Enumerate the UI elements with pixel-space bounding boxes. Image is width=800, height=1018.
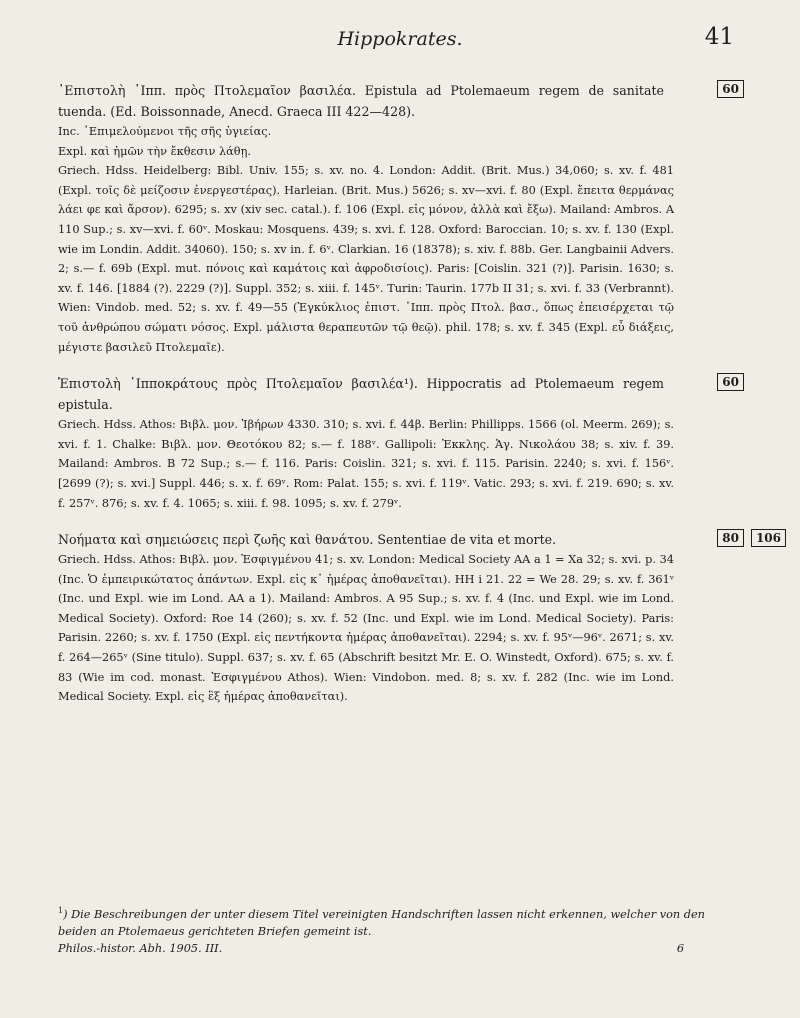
explicit-line: Expl. καὶ ἡμῶν τὴν ἔκθεσιν λάθῃ. <box>58 144 251 158</box>
entry-epistula-de-sanitate <box>58 80 744 357</box>
entry-epistula-ad-ptolemaeum <box>58 373 744 513</box>
document-body <box>58 80 781 723</box>
manuscripts-list: Griech. Hdss. Athos: Βιβλ. μον. Ἰβήρων 4330. 310; s. xvi. f. 44β. Berlin: Phillipps. 1566 (ol. Meerm. 269); s. xvi. f. 1. Chalke: Βιβλ. μον. Θεοτόκου 82; s.— f. 188ᵛ. Gallipoli: Ἐκκλης. Ἁγ. Νικολάου 38; s. xiv. f. 39. Mailand: Ambros. B 72 Sup.; s.— f. 116. Paris: Coislin. 321; s. xvi. f. 115. Parisin. 2240; s. xvi. f. 156ᵛ. [2699 (?); s. xvi.] Suppl. 446; s. x. f. 69ᵛ. Rom: Palat. 155; s. xvi. f. 119ᵛ. Vatic. 293; s. xvi. f. 219. 690; s. xv. f. 257ᵛ. 876; s. xv. f. 4. 1065; s. xiii. f. 98. 1095; s. xv. f. 279ᵛ. <box>58 418 674 510</box>
entry-heading: Ἐπιστολὴ ῾Ιπποκράτους πρὸς Πτολεμαῖον βασιλέα¹). Hippocratis ad Ptolemaeum regem epistula. <box>58 376 664 413</box>
manuscripts-list: Griech. Hdss. Athos: Βιβλ. μον. Ἐσφιγμένου 41; s. xv. London: Medical Society AA a 1 = Xa 32; s. xvi. p. 34 (Inc. Ὁ ἐμπειρικώτατος ἁπάντων. Expl. εἰς κ᾽ ἡμέρας ἀποθανεῖται). HH i 21. 22 = We 28. 29; s. xv. f. 361ᵛ (Inc. und Expl. wie im Lond. AA a 1). Mailand: Ambros. A 95 Sup.; s. xv. f. 4 (Inc. und Expl. wie im Lond. Medical Society). Oxford: Roe 14 (260); s. xv. f. 52 (Inc. und Expl. wie im Lond. Medical Society). Paris: Parisin. 2260; s. xv. f. 1750 (Expl. εἰς πεντήκοντα ἡμέρας ἀποθανεῖται). 2294; s. xv. f. 95ᵛ—96ᵛ. 2671; s. xv. f. 264—265ᵛ (Sine titulo). Suppl. 637; s. xv. f. 65 (Abschrift besitzt Mr. E. O. Winstedt, Oxford). 675; s. xv. f. 83 (Wie im cod. monast. Ἐσφιγμένου Athos). Wien: Vindobon. med. 8; s. xv. f. 282 (Inc. wie im Lond. Medical Society. Expl. εἰς ἓξ ἡμέρας ἀποθανεῖται). <box>58 553 674 704</box>
running-title: Hippokrates. <box>337 28 463 50</box>
entry-number-box: 60 <box>717 373 744 391</box>
footnote-text: Die Beschreibungen der unter diesem Titel vereinigten Handschriften lassen nicht erkennen, welcher von den beiden an Ptolemaeus gerichteten Briefen gemeint ist. <box>58 907 705 938</box>
incipit-line: Inc. ᾿Επιμελούμενοι τῆς σῆς ὑγιείας. <box>58 125 272 138</box>
entry-number-box-secondary: 106 <box>751 529 786 547</box>
entry-sententiae-de-vita <box>58 529 781 707</box>
entry-heading: ᾿Επιστολὴ ῾Ιππ. πρὸς Πτολεμαῖον βασιλέα. Epistula ad Ptolemaeum regem de sanitate tuenda. (Ed. Boissonnade, Anecd. Graeca III 422—428). <box>58 83 664 119</box>
page-footer <box>58 940 744 957</box>
footnotes <box>58 902 744 957</box>
footer-source: Philos.-histor. Abh. 1905. III. <box>58 941 223 955</box>
entry-number-box: 60 <box>717 80 744 98</box>
page-number: 41 <box>704 24 734 50</box>
entry-number-box: 80 <box>717 529 744 547</box>
signature-number: 6 <box>676 941 684 955</box>
entry-heading: Νοήματα καὶ σημειώσεις περὶ ζωῆς καὶ θανάτου. Sententiae de vita et morte. <box>58 532 557 548</box>
footnote-1: $^1$) Die Beschreibungen der unter diesem Titel vereinigten Handschriften lassen nicht erkennen, welcher von den beiden an Ptolemaeus gerichteten Briefen gemeint ist. <box>58 906 705 938</box>
page-header <box>0 20 800 70</box>
manuscripts-list: Griech. Hdss. Heidelberg: Bibl. Univ. 155; s. xv. no. 4. London: Addit. (Brit. Mus.) 34,060; s. xv. f. 481 (Expl. τοῖς δὲ μείζοσιν ἐνεργεστέρας). Harleian. (Brit. Mus.) 5626; s. xv—xvi. f. 80 (Expl. ἔπειτα θερμάνας λάει φε καὶ ἄρσον). 6295; s. xv (xiv sec. catal.). f. 106 (Expl. εἰς μόνον, ἀλλὰ καὶ ἔξω). Mailand: Ambros. A 110 Sup.; s. xv—xvi. f. 60ᵛ. Moskau: Mosquens. 439; s. xvi. f. 128. Oxford: Baroccian. 10; s. xv. f. 130 (Expl. wie im Londin. Addit. 34060). 150; s. xv in. f. 6ᵛ. Clarkian. 16 (18378); s. xiv. f. 88b. Ger. Langbainii Advers. 2; s.— f. 69b (Expl. mut. πόνοις καὶ καμάτοις καὶ ἀφροδισίοις). Paris: [Coislin. 321 (?)]. Parisin. 1630; s. xv. f. 146. [1884 (?). 2229 (?)]. Suppl. 352; s. xiii. f. 145ᵛ. Turin: Taurin. 177b II 31; s. xvi. f. 33 (Verbrannt). Wien: Vindob. med. 52; s. xv. f. 49—55 (Ἐγκύκλιος ἐπιστ. ῾Ιππ. πρὸς Πτολ. βασ., ὅπως ἐπεισέρχεται τῷ τοῦ ἀνθρώπου σώματι νόσος. Expl. μάλιστα θεραπευτῶν τῷ θεῷ). phil. 178; s. xv. f. 345 (Expl. εὖ διάξεις, μέγιστε βασιλεῦ Πτολεμαῖε). <box>58 164 674 354</box>
